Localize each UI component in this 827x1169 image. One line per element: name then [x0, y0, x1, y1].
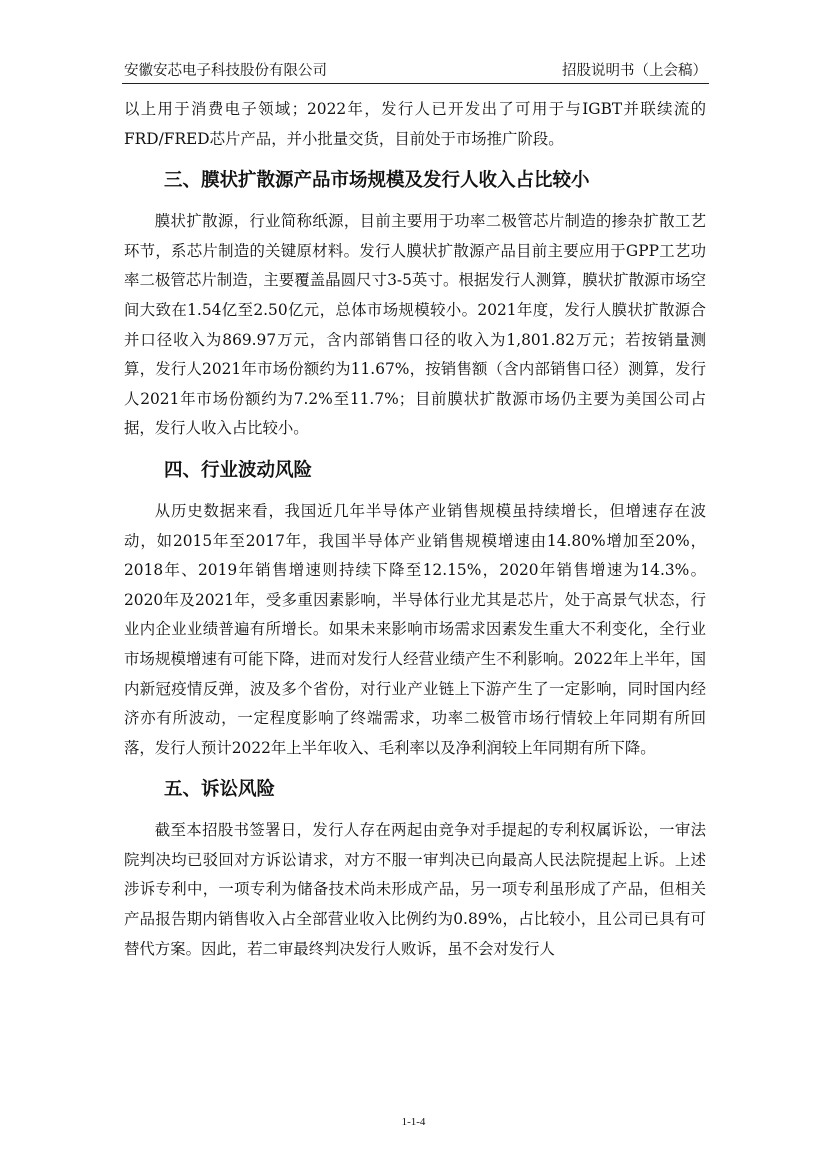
page-header — [122, 57, 709, 84]
header-company-name: 安徽安芯电子科技股份有限公司 — [124, 63, 327, 79]
header-document-title: 招股说明书（上会稿） — [562, 63, 707, 79]
intro-paragraph: 以上用于消费电子领域；2022年，发行人已开发出了可用于与IGBT并联续流的FRD/FRED芯片产品，并小批量交货，目前处于市场推广阶段。 — [124, 100, 706, 148]
section-5-heading: 五、诉讼风险 — [164, 779, 276, 801]
section-3-heading: 三、膜状扩散源产品市场规模及发行人收入占比较小 — [164, 170, 590, 192]
section-3-paragraph: 膜状扩散源，行业简称纸源，目前主要用于功率二极管芯片制造的掺杂扩散工艺环节，系芯片制造的关键原材料。发行人膜状扩散源产品目前主要应用于GPP工艺功率二极管芯片制造，主要覆盖晶圆尺寸3-5英寸。根据发行人测算，膜状扩散源市场空间大致在1.54亿至2.50亿元，总体市场规模较小。2021年度，发行人膜状扩散源合并口径收入为869.97万元，含内部销售口径的收入为1,801.82万元；若按销量测算，发行人2021年市场份额约为11.67%，按销售额（含内部销售口径）测算，发行人2021年市场份额约为7.2%至11.7%；目前膜状扩散源市场仍主要为美国公司占据，发行人收入占比较小。 — [124, 212, 706, 438]
page-content — [124, 95, 706, 964]
section-4-heading: 四、行业波动风险 — [164, 459, 313, 481]
section-4-paragraph: 从历史数据来看，我国近几年半导体产业销售规模虽持续增长，但增速存在波动，如2015年至2017年，我国半导体产业销售规模增速由14.80%增加至20%，2018年、2019年销售增速则持续下降至12.15%，2020年销售增速为14.3%。2020年及2021年，受多重因素影响，半导体行业尤其是芯片，处于高景气状态，行业内企业业绩普遍有所增长。如果未来影响市场需求因素发生重大不利变化，全行业市场规模增速有可能下降，进而对发行人经营业绩产生不利影响。2022年上半年，国内新冠疫情反弹，波及多个省份，对行业产业链上下游产生了一定影响，同时国内经济亦有所波动，一定程度影响了终端需求，功率二极管市场行情较上年同期有所回落，发行人预计2022年上半年收入、毛利率以及净利润较上年同期有所下降。 — [124, 501, 706, 757]
section-5-paragraph: 截至本招股书签署日，发行人存在两起由竞争对手提起的专利权属诉讼，一审法院判决均已驳回对方诉讼请求，对方不服一审判决已向最高人民法院提起上诉。上述涉诉专利中，一项专利为储备技术尚未形成产品，另一项专利虽形成了产品，但相关产品报告期内销售收入占全部营业收入比例约为0.89%，占比较小，且公司已具有可替代方案。因此，若二审最终判决发行人败诉，虽不会对发行人 — [124, 821, 706, 958]
page-number: 1-1-4 — [401, 1116, 426, 1128]
